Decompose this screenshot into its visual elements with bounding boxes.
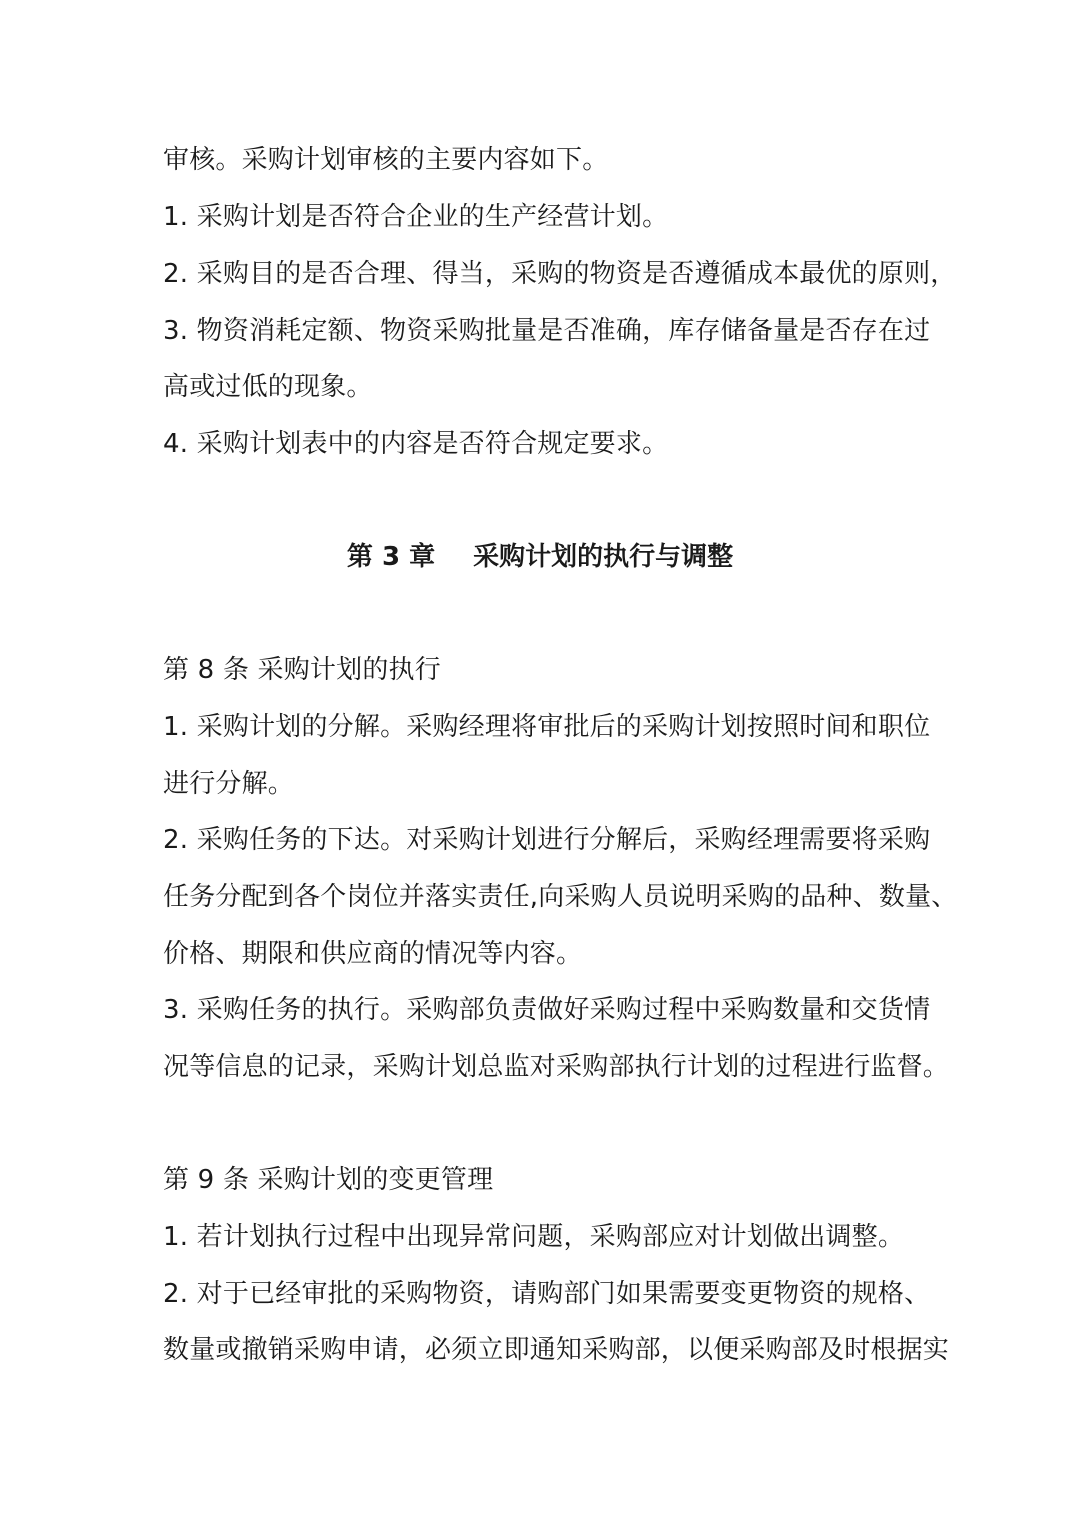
article-line: 价格、期限和供应商的情况等内容。 [163,939,583,969]
article-line: 数量或撤销采购申请，必须立即通知采购部，以便采购部及时根据实 [163,1335,950,1365]
chapter-number: 第 3 章 [346,542,436,572]
article-line: 况等信息的记录，采购计划总监对采购部执行计划的过程进行监督。 [163,1052,950,1082]
article-heading: 第 8 条 采购计划的执行 [163,655,441,685]
article-line: 2. 对于已经审批的采购物资，请购部门如果需要变更物资的规格、 [163,1279,931,1309]
intro-line: 1. 采购计划是否符合企业的生产经营计划。 [163,202,669,232]
article-line: 1. 采购计划的分解。采购经理将审批后的采购计划按照时间和职位 [163,712,931,742]
article-line: 3. 采购任务的执行。采购部负责做好采购过程中采购数量和交货情 [163,995,931,1025]
intro-line: 2. 采购目的是否合理、得当，采购的物资是否遵循成本最优的原则， [163,259,957,289]
intro-line: 高或过低的现象。 [163,372,373,402]
intro-line: 3. 物资消耗定额、物资采购批量是否准确，库存储备量是否存在过 [163,316,931,346]
intro-line: 审核。采购计划审核的主要内容如下。 [163,145,609,175]
article-line: 进行分解。 [163,769,295,799]
chapter-title: 采购计划的执行与调整 [473,542,734,572]
article-line: 任务分配到各个岗位并落实责任,向采购人员说明采购的品种、数量、 [163,882,958,912]
intro-line: 4. 采购计划表中的内容是否符合规定要求。 [163,429,669,459]
article-heading: 第 9 条 采购计划的变更管理 [163,1165,494,1195]
article-line: 1. 若计划执行过程中出现异常问题，采购部应对计划做出调整。 [163,1222,905,1252]
article-line: 2. 采购任务的下达。对采购计划进行分解后，采购经理需要将采购 [163,825,931,855]
chapter-heading [0,540,1080,574]
